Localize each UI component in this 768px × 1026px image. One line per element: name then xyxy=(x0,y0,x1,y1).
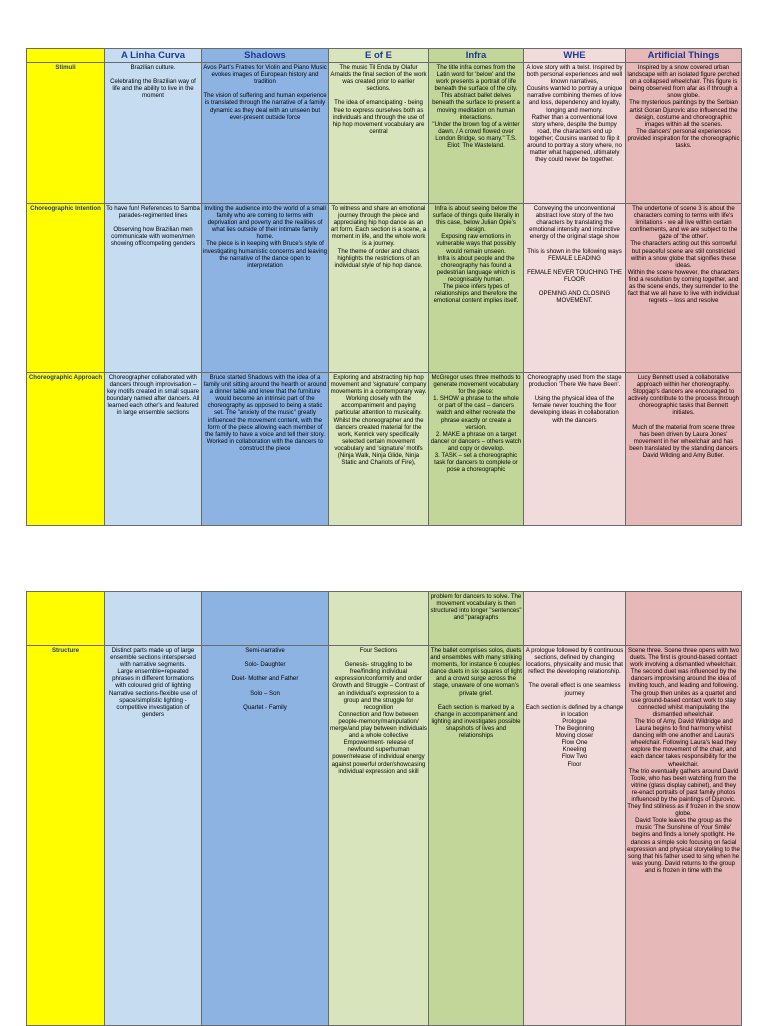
row-label-structure: Structure xyxy=(27,646,105,1026)
continuation-row xyxy=(27,592,742,646)
cell-stimuli-infra: The title infra comes from the Latin word for 'below' and the work presents a portrait of life beneath the surface of the city. This abstract ballet delves beneath the surface to present a moving meditation on human interactions. "Under the brown fog of a winter dawn. / A crowd flowed over London Bridge, so many." T.S. Eliot: The Wasteland. xyxy=(429,63,524,204)
cell-intention-shadows: Inviting the audience into the world of a small family who are coming to terms with deprivation and poverty and the realities of what lies outside of their intimate family home. The piece is in keeping with Bruce's style of investigating humanistic concerns and leaving the narrative of the dance open to interpretation xyxy=(202,204,329,373)
row-choreographic-approach xyxy=(27,373,742,526)
header-e-of-e: E of E xyxy=(329,49,429,63)
cell-intention-infra: Infra is about seeing below the surface of things quite literally in this case, below Julian Opie's design. Exposing raw emotions in vulnerable ways that possibly would remain unseen. Infra is about people and the choreography has found a pedestrian language which is recognisably human. The piece infers types of relationships and therefore the emotional content implies itself. xyxy=(429,204,524,373)
cell-structure-a-linha-curva: Distinct parts made up of large ensemble sections interspersed with narrative segments. Large ensemble=repeated phrases in different formations with coloured grid of lighting Narrative sections-flexible use of space/simplistic lighting -competitive investigation of genders xyxy=(105,646,202,1026)
continuation-whe xyxy=(524,592,626,646)
cell-stimuli-a-linha-curva: Brazilian culture. Celebrating the Brazilian way of life and the ability to live in the moment xyxy=(105,63,202,204)
row-label-choreographic-approach: Choreographic Approach xyxy=(27,373,105,526)
comparison-table-page-2 xyxy=(26,591,742,1026)
row-choreographic-intention xyxy=(27,204,742,373)
cell-stimuli-e-of-e: The music Til Enda by Olafur Arnalds the final section of the work was created prior to earlier sections. The idea of emancipating - being free to express ourselves both as individuals and through the use of hip hop movement vocabulary are central xyxy=(329,63,429,204)
cell-structure-whe: A prologue followed by 6 continuous sections, defined by changing locations, physicality and music that reflect the developing relationship. The overall effect is one seamless journey Each section is defined by a change in location Prologue The Beginning Moving closer Flow One Kneeling Flow Two Floor xyxy=(524,646,626,1026)
header-infra: Infra xyxy=(429,49,524,63)
cell-approach-whe: Choreography used from the stage production 'There We have Been'. Using the physical idea of the female never touching the floor developing ideas in collaboration with the dancers xyxy=(524,373,626,526)
header-shadows: Shadows xyxy=(202,49,329,63)
cell-structure-infra: The ballet comprises solos, duets and ensembles with many striking moments, for instance 6 couples dance duets in six squares of light and a crowd surge across the stage, unaware of one woman's private grief. Each section is marked by a change in accompaniment and lighting and investigates possible snapshots of lives and relationships xyxy=(429,646,524,1026)
continuation-artificial-things xyxy=(626,592,742,646)
row-stimuli xyxy=(27,63,742,204)
cell-intention-artificial-things: The undertone of scene 3 is about the characters coming to terms with life's limitations - we all live within certain confinements, and we are subject to the gaze of 'the other'. The characters acting out this sorrowful but peaceful scene are still constricted within a snow globe that signifies these ideas. Within the scene however, the characters find a resolution by coming together, and as the scene ends, they surrender to the fact that we all have to live with individual regrets – loss and resolve xyxy=(626,204,742,373)
cell-approach-shadows: Bruce started Shadows with the idea of a family unit sitting around the hearth or around a dinner table and knew that the furniture would become an intrinsic part of the choreography as opposed to being a static set. The "anxiety of the music" greatly influenced the movement content, with the form of the piece allowing each member of the family to have a voice and tell their story. Worked in collaboration with the dancers to construct the piece xyxy=(202,373,329,526)
row-label-stimuli: Stimuli xyxy=(27,63,105,204)
cell-structure-e-of-e: Four Sections Genesis- struggling to be free/finding individual expression/conformity and order Growth and Struggle – Contrast of an individual's expression to a group and the struggle for recognition Connection and flow between people-memory/manipulation/ merge/and play between individuals and a whole collective Empowerment- release of newfound superhuman power/release of individual energy against powerful order/showcasing individual expression and skill xyxy=(329,646,429,1026)
row-label-choreographic-intention: Choreographic Intention xyxy=(27,204,105,373)
cell-structure-artificial-things: Scene three. Scene three opens with two duets. The first is ground-based contact work involving a dismantled wheelchair. The second duet was influenced by the dancers improvising around the idea of inviting touch, and leading and following. The group then unites as a quartet and use ground-based contact work to stay connected whilst manipulating the dismantled wheelchair. The trio of Amy, David Wildridge and Laura begins to find harmony whilst dancing with one another and Laura's wheelchair. Following Laura's lead they explore the movement of the chair, and each dancer takes responsibility for the wheelchair. The trio eventually gathers around David Toole, who has been watching from the vitrine (glass display cabinet), and they re-enact portraits of past family photos influenced by the paintings of Djurovic. They find stillness as if frozen in the snow globe. David Toole leaves the group as the music 'The Sunshine of Your Smile' begins and finds a lonely spotlight. He dances a simple solo focusing on facial expression and physical storytelling to the song that his father used to sing when he was young. David returns to the group and is frozen in time with the xyxy=(626,646,742,1026)
header-whe: WHE xyxy=(524,49,626,63)
cell-intention-a-linha-curva: To have fun! References to Samba parades-regimented lines Observing how Brazilian men communicate with women/men showing off/competing genders xyxy=(105,204,202,373)
cell-stimuli-shadows: Avos Part's Fratres for Violin and Piano Music evokes images of European history and tradition The vision of suffering and human experience is translated through the narrative of a family dynamic as they deal with an unseen but ever-present outside force xyxy=(202,63,329,204)
comparison-table-page-1 xyxy=(26,48,742,526)
header-artificial-things: Artificial Things xyxy=(626,49,742,63)
cell-intention-e-of-e: To witness and share an emotional journey through the piece and appreciating hip hop dance as an art form. Each section is a scene, a moment in life, and the whole work is a journey. The theme of order and chaos highlights the restrictions of an individual style of hip hop dance. xyxy=(329,204,429,373)
continuation-shadows xyxy=(202,592,329,646)
continuation-label xyxy=(27,592,105,646)
cell-approach-a-linha-curva: Choreographer collaborated with dancers through improvisation – key motifs created in small square boundary named after dancers. All learned each other's and featured in large ensemble sections xyxy=(105,373,202,526)
row-structure xyxy=(27,646,742,1026)
cell-structure-shadows: Semi-narrative Solo- Daughter Duet- Mother and Father Solo – Son Quartet - Family xyxy=(202,646,329,1026)
cell-stimuli-artificial-things: Inspired by a snow covered urban landscape with an isolated figure perched on a collapsed wheelchair. This figure is being observed from afar as if through a snow globe. The mysterious paintings by the Serbian artist Goran Djurovic also influenced the design, costume and choreographic images within all the scenes. The dancers' personal experiences provided inspiration for the choreographic tasks. xyxy=(626,63,742,204)
header-corner xyxy=(27,49,105,63)
continuation-e-of-e xyxy=(329,592,429,646)
header-row xyxy=(27,49,742,63)
cell-approach-infra: McGregor uses three methods to generate movement vocabulary for the piece: 1. SHOW a phrase to the whole or part of the cast – dancers watch and either recreate the phrase exactly or create a version. 2. MAKE a phrase on a target dancer or dancers – others watch and copy or develop. 3. TASK – set a choreographic task for dancers to complete or pose a choreographic xyxy=(429,373,524,526)
continuation-a-linha-curva xyxy=(105,592,202,646)
header-a-linha-curva: A Linha Curva xyxy=(105,49,202,63)
cell-stimuli-whe: A love story with a twist. Inspired by both personal experiences and well known narratives, Cousins wanted to portray a unique narrative combining themes of love and loss, dependency and loyalty, longing and memory. Rather than a conventional love story where, despite the bumpy road, the characters end up together; Cousins wanted to flip it around to portray a story where, no matter what happened, ultimately they could never be together. xyxy=(524,63,626,204)
continuation-infra: problem for dancers to solve. The movement vocabulary is then structured into longer "sentences" and "paragraphs xyxy=(429,592,524,646)
cell-approach-artificial-things: Lucy Bennett used a collaborative approach within her choreography. Stopgap's dancers are encouraged to actively contribute to the process through choreographic tasks that Bennett initiates. Much of the material from scene three has been driven by Laura Jones' movement in her wheelchair and has been translated by the standing dancers David Wilding and Amy Butler. xyxy=(626,373,742,526)
cell-approach-e-of-e: Exploring and abstracting hip hop movement and 'signature' company movements in a contemporary way. Working closely with the accompaniment and paying particular attention to musicality. Whilst the choreographer and the dancers created material for the work, Kenrick very specifically selected certain movement vocabulary and 'signature' motifs (Ninja Walk, Ninja Glide, Ninja Static and Chariots of Fire), xyxy=(329,373,429,526)
cell-intention-whe: Conveying the unconventional abstract love story of the two characters by translating the emotional intensity and instinctive energy of the original stage show This is shown in the following ways FEMALE LEADING FEMALE NEVER TOUCHING THE FLOOR OPENING AND CLOSING MOVEMENT. xyxy=(524,204,626,373)
